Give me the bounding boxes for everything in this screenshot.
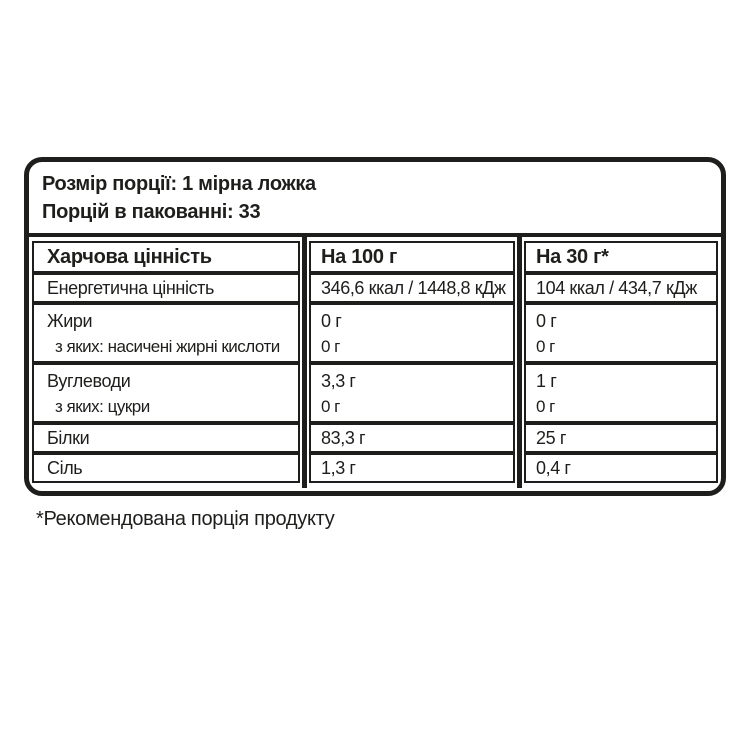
row-fats-per100: [309, 303, 515, 363]
row-salt-per30: [524, 453, 718, 483]
value-per-30g: 0,4 г: [536, 458, 571, 478]
serving-size-line: Розмір порції: 1 мірна ложка: [42, 173, 316, 195]
row-proteins-label: [32, 423, 300, 453]
row-carbs-per100: [309, 363, 515, 423]
nutrition-table: [29, 237, 721, 491]
value-per-100g: 1,3 г: [321, 458, 356, 478]
value-per-100g: 83,3 г: [321, 428, 366, 448]
nutrition-label: [24, 157, 726, 496]
subvalue-per-100g: 0 г: [321, 336, 340, 356]
column-separator-2: [517, 237, 522, 488]
subvalue-per-100g: 0 г: [321, 396, 340, 416]
nutrient-label: Вуглеводи: [47, 370, 131, 391]
nutrient-label: Енергетична цінність: [47, 278, 214, 298]
recommended-portion-footnote: *Рекомендована порція продукту: [36, 508, 335, 530]
header-label: На 100 г: [321, 246, 397, 268]
nutrient-label: Білки: [47, 428, 90, 448]
value-per-30g: 25 г: [536, 428, 566, 448]
value-per-100g: 346,6 ккал / 1448,8 кДж: [321, 278, 506, 298]
header-per-100g: [309, 241, 515, 273]
subvalue-per-30g: 0 г: [536, 336, 555, 356]
row-carbs-per30: [524, 363, 718, 423]
header-label: На 30 г*: [536, 246, 609, 268]
nutrient-sublabel: з яких: насичені жирні кислоти: [55, 336, 280, 356]
header-nutrition-facts: [32, 241, 300, 273]
column-separator-1: [302, 237, 307, 488]
row-fats-label: [32, 303, 300, 363]
subvalue-per-30g: 0 г: [536, 396, 555, 416]
serving-info-box: [29, 162, 721, 233]
nutrient-label: Жири: [47, 310, 93, 331]
row-proteins-per30: [524, 423, 718, 453]
nutrient-label: Сіль: [47, 458, 83, 478]
value-per-30g: 0 г: [536, 310, 557, 331]
servings-per-pack-line: Порцій в пакованні: 33: [42, 201, 261, 223]
row-salt-label: [32, 453, 300, 483]
value-per-100g: 3,3 г: [321, 370, 356, 391]
row-carbs-label: [32, 363, 300, 423]
value-per-100g: 0 г: [321, 310, 342, 331]
row-energy-per100: [309, 273, 515, 303]
row-salt-per100: [309, 453, 515, 483]
nutrition-grid: [32, 241, 718, 483]
row-fats-per30: [524, 303, 718, 363]
header-label: Харчова цінність: [47, 246, 212, 268]
nutrient-sublabel: з яких: цукри: [55, 396, 150, 416]
header-per-30g: [524, 241, 718, 273]
row-proteins-per100: [309, 423, 515, 453]
row-energy-label: [32, 273, 300, 303]
value-per-30g: 104 ккал / 434,7 кДж: [536, 278, 697, 298]
value-per-30g: 1 г: [536, 370, 557, 391]
row-energy-per30: [524, 273, 718, 303]
